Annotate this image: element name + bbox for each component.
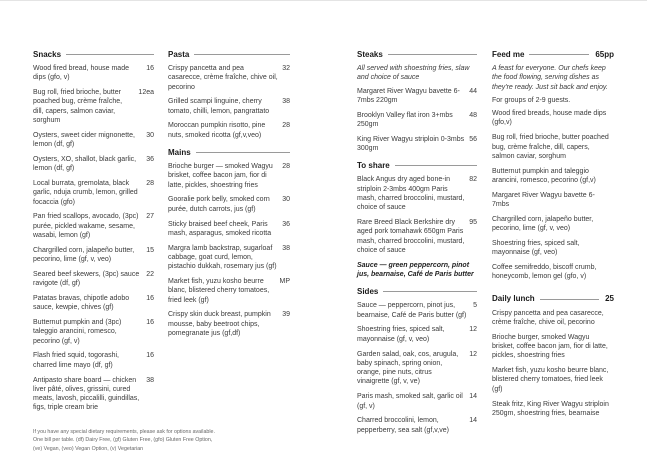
item-price: 14 — [469, 417, 477, 425]
item-price: 16 — [146, 319, 154, 327]
item-price: 16 — [146, 294, 154, 302]
left-page — [33, 49, 293, 453]
item-price: 39 — [282, 311, 290, 319]
item-description: Margaret River Wagyu bavette 6-7mbs 220gm — [357, 87, 460, 104]
section-daily-lunch — [492, 294, 614, 418]
item-description: Bug roll, fried brioche, butter poached bug, crème fraîche, dill, capers, salmon caviar, sorghum — [492, 134, 609, 160]
heading-text: To share — [357, 161, 390, 171]
item-price: 30 — [282, 196, 290, 204]
item-price: 12 — [469, 326, 477, 334]
section-pasta — [168, 49, 290, 140]
heading-text: Sides — [357, 287, 379, 297]
item-description: Paris mash, smoked salt, garlic oil (gf, v) — [357, 393, 463, 410]
divider — [395, 165, 477, 166]
menu-item — [357, 350, 477, 387]
dietary-footnote — [33, 428, 293, 453]
item-description: Brioche burger — smoked Wagyu brisket, coffee bacon jam, fior di latte, pickles, shoestring fries — [168, 163, 273, 189]
menu-item — [492, 263, 614, 282]
feed-me-groups: For groups of 2-9 guests. — [492, 96, 571, 104]
section-heading — [357, 160, 477, 171]
menu-item — [492, 309, 614, 328]
item-description: Seared beef skewers, (3pc) sauce ravigote (df, gf) — [33, 270, 140, 288]
section-heading — [168, 49, 290, 60]
divider — [383, 291, 477, 292]
item-description: Crispy skin duck breast, pumpkin mousse, baby beetroot chips, pomegranate jus (gf,df) — [168, 311, 271, 338]
heading-text: Steaks — [357, 49, 383, 59]
item-description: Moroccan pumpkin risotto, pine nuts, smoked ricotta (gf,v,veo) — [168, 122, 266, 139]
menu-item — [357, 135, 477, 154]
section-heading — [168, 147, 290, 158]
menu-item — [357, 392, 477, 411]
item-price: 44 — [469, 87, 477, 95]
menu-item — [492, 109, 614, 128]
menu-item — [357, 175, 477, 212]
item-description: Sticky braised beef cheek, Paris mash, asparagus, smoked ricotta — [168, 220, 272, 237]
item-price: MP — [279, 278, 290, 286]
menu-item — [492, 366, 614, 394]
section-heading — [357, 286, 477, 297]
menu-item — [168, 64, 290, 92]
item-price: 95 — [469, 219, 477, 227]
item-description: Chargrilled corn, jalapeño butter, pecorino, lime (gf, v, veo) — [33, 246, 135, 264]
item-description: Charred broccolini, lemon, pepperberry, sea salt (gf,v,ve) — [357, 417, 449, 434]
menu-item — [357, 325, 477, 344]
divider — [529, 54, 589, 55]
menu-item — [33, 88, 154, 125]
heading-text: Mains — [168, 147, 191, 157]
item-description: Wood fired bread, house made dips (gfo, v) — [33, 65, 129, 82]
item-price: 16 — [146, 65, 154, 72]
menu-item — [33, 212, 154, 240]
item-description: Patatas bravas, chipotle adobo sauce, kewpie, chives (gf) — [33, 294, 130, 312]
item-description: Black Angus dry aged bone-in striploin 2-3mbs 400gm Paris mash, charred broccolini, mustard, choice of sauce — [357, 176, 465, 212]
item-description: Gooralie pork belly, smoked corn purée, dutch carrots, jus (gf) — [168, 196, 270, 213]
divider — [66, 54, 154, 55]
heading-text: Pasta — [168, 49, 190, 59]
menu-item — [33, 131, 154, 150]
item-description: Shoestring fries, spiced salt, mayonnaise (gf, veo) — [492, 239, 580, 257]
item-description: Crispy pancetta and pea casarecce, crème fraîche, chive oil, pecorino — [168, 65, 278, 91]
menu-item — [357, 301, 477, 320]
menu-item — [492, 333, 614, 361]
item-description: Chargrilled corn, jalapeño butter, pecorino, lime (gf, v, veo) — [492, 215, 594, 233]
item-price: 30 — [146, 131, 154, 139]
item-description: Brioche burger, smoked Wagyu brisket, coffee bacon jam, fior di latte, pickles, shoestring fries — [492, 333, 608, 360]
menu-item — [33, 376, 154, 413]
menu-item — [492, 167, 614, 186]
divider — [540, 299, 599, 300]
menu-item — [33, 270, 154, 289]
item-description: Local burrata, gremolata, black garlic, nduja crumb, lemon, grilled focaccia (gfo) — [33, 179, 138, 206]
menu-item — [33, 64, 154, 83]
item-description: King River Wagyu striploin 0-3mbs 300gm — [357, 135, 465, 153]
heading-text: Daily lunch — [492, 294, 535, 304]
item-price: 5 — [473, 302, 477, 310]
menu-item — [33, 351, 154, 370]
item-description: Rare Breed Black Berkshire dry aged pork tomahawk 650gm Paris mash, charred broccolini, mustard, choice of sauce — [357, 219, 465, 254]
menu-item — [168, 162, 290, 190]
item-price: 28 — [282, 122, 290, 130]
item-description: Market fish, yuzu kosho beurre blanc, blistered cherry tomatoes, fried leek (gf) — [492, 367, 609, 393]
menu-item — [357, 87, 477, 106]
section-to-share — [357, 160, 477, 279]
footnote-line: (ve) Vegan, (veo) Vegan Option, (v) Vegetarian — [33, 445, 144, 452]
menu-item — [168, 195, 290, 214]
item-description: Bug roll, fried brioche, butter poached bug, crème fraîche, dill, capers, salmon caviar, sorghum — [33, 89, 123, 124]
item-description: Butternut pumpkin and taleggio arancini, romesco, pecorino (gf,v) — [492, 167, 596, 184]
item-price: 28 — [282, 163, 290, 171]
section-heading — [492, 294, 614, 305]
menu-item — [357, 218, 477, 255]
sauce-note: Sauce — green peppercorn, pinot jus, bearnaise, Café de Paris butter — [357, 261, 474, 279]
menu-item — [357, 416, 477, 435]
item-description: Flash fried squid, togorashi, charred lime mayo (df, gf) — [33, 352, 119, 369]
menu-item — [33, 294, 154, 313]
item-description: Crispy pancetta and pea casarecce, crème fraîche, chive oil, pecorino — [492, 309, 604, 326]
item-price: 15 — [146, 246, 154, 254]
item-price: 12ea — [138, 89, 154, 97]
section-sides — [357, 286, 477, 435]
section-feed-me — [492, 49, 614, 282]
menu-item — [33, 318, 154, 346]
item-description: Antipasto share board — chicken liver pâté, olives, grissini, cured meats, lavosh, piccalilli, guindillas, figs, triple cream brie — [33, 376, 140, 412]
item-price: 38 — [282, 244, 290, 252]
item-price: 38 — [282, 98, 290, 106]
divider — [388, 54, 477, 55]
section-steaks — [357, 49, 477, 153]
menu-item — [492, 400, 614, 419]
item-description: Butternut pumpkin and (3pc) taleggio arancini, romesco, pecorino (gf, v) — [33, 319, 122, 345]
footnote-line: One bill per table. (df) Dairy Free, (gf) Gluten Free, (gfo) Gluten Free Option, — [33, 437, 213, 444]
feed-me-price: 65pp — [595, 49, 614, 59]
menu-item — [168, 310, 290, 338]
item-price: 27 — [146, 213, 154, 221]
menu-item — [168, 244, 290, 272]
item-description: Steak fritz, King River Wagyu striploin 250gm, shoestring fries, bearnaise — [492, 400, 609, 417]
item-description: Coffee semifreddo, biscoff crumb, honeycomb, lemon gel (gfo, v) — [492, 264, 597, 281]
column-set-menus — [492, 49, 614, 425]
column-pasta-mains — [168, 49, 290, 345]
item-price: 36 — [282, 220, 290, 228]
item-price: 32 — [282, 65, 290, 72]
divider — [196, 152, 290, 153]
item-price: 28 — [146, 179, 154, 187]
item-description: Pan fried scallops, avocado, (3pc) purée, pickled wakame, sesame, wasabi, lemon (gf) — [33, 213, 139, 239]
item-price: 56 — [469, 135, 477, 143]
item-description: Brooklyn Valley flat iron 3+mbs 250gm — [357, 111, 453, 128]
menu-item — [492, 239, 614, 258]
section-snacks — [33, 49, 154, 413]
section-heading — [33, 49, 154, 60]
column-steaks — [357, 49, 477, 442]
menu-item — [33, 246, 154, 265]
feed-me-intro: A feast for everyone. Our chefs keep the food flowing, serving dishes as they're ready. Just sit back and enjoy. — [492, 65, 608, 91]
daily-lunch-price: 25 — [605, 294, 614, 304]
left-page-columns — [33, 49, 293, 420]
item-description: Wood fired breads, house made dips (gfo,v) — [492, 110, 607, 127]
item-price: 14 — [469, 393, 477, 401]
column-snacks — [33, 49, 154, 420]
item-description: Oysters, XO, shallot, black garlic, lemon (df, gf) — [33, 155, 137, 173]
menu-item — [168, 97, 290, 116]
heading-text: Feed me — [492, 49, 525, 59]
menu-item — [168, 121, 290, 140]
item-description: Market fish, yuzu kosho beurre blanc, blistered cherry tomatoes, fried leek (gf) — [168, 278, 270, 304]
item-description: Sauce — peppercorn, pinot jus, bearnaise, Café de Paris butter (gf) — [357, 302, 467, 319]
heading-text: Snacks — [33, 49, 62, 59]
menu-item — [492, 133, 614, 161]
divider — [194, 54, 290, 55]
item-description: Margra lamb backstrap, sugarloaf cabbage, goat curd, lemon, pistachio dukkah, rosemary jus (gf) — [168, 244, 277, 271]
item-description: Margaret River Wagyu bavette 6-7mbs — [492, 191, 595, 209]
item-price: 12 — [469, 350, 477, 358]
menu-item — [357, 111, 477, 130]
steaks-intro: All served with shoestring fries, slaw and choice of sauce — [357, 65, 470, 82]
item-price: 36 — [146, 155, 154, 163]
menu-item — [33, 155, 154, 174]
footnote-line: If you have any special dietary requirements, please ask for options available. — [33, 428, 215, 435]
menu-item — [168, 220, 290, 239]
item-price: 82 — [469, 176, 477, 184]
item-price: 16 — [146, 352, 154, 360]
menu-item — [33, 179, 154, 207]
menu-item — [168, 277, 290, 305]
section-mains — [168, 147, 290, 338]
item-price: 38 — [146, 376, 154, 384]
menu-item — [492, 215, 614, 234]
item-price: 48 — [469, 111, 477, 119]
section-heading — [492, 49, 614, 60]
item-description: Oysters, sweet cider mignonette, lemon (df, gf) — [33, 131, 135, 149]
item-description: Grilled scampi linguine, cherry tomato, chilli, lemon, pangrattato — [168, 98, 270, 115]
menu-item — [492, 191, 614, 210]
section-heading — [357, 49, 477, 60]
item-description: Garden salad, oak, cos, arugula, baby spinach, spring onion, orange, pine nuts, citrus vinaigrette (gf, v, ve) — [357, 350, 459, 386]
item-description: Shoestring fries, spiced salt, mayonnaise (gf, v, veo) — [357, 326, 445, 343]
item-price: 22 — [146, 270, 154, 278]
